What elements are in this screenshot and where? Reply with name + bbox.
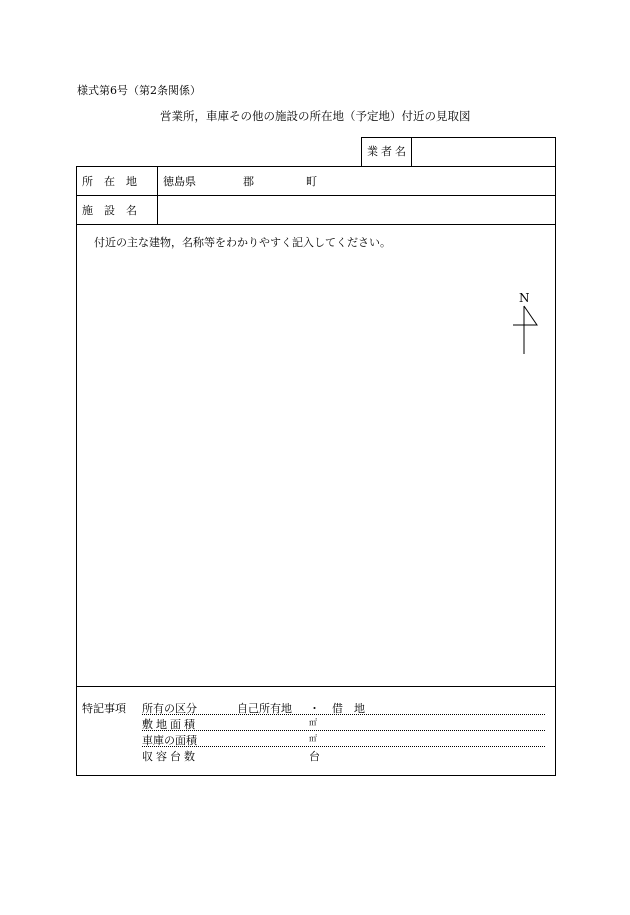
ownership-label: 所有の区分 bbox=[142, 702, 197, 715]
ownership-dotted-line bbox=[142, 714, 545, 715]
operator-label: 業者名 bbox=[367, 145, 409, 158]
ownership-separator: ・ bbox=[309, 702, 320, 715]
facility-name-label: 施 設 名 bbox=[82, 204, 137, 217]
north-arrow-icon bbox=[512, 292, 542, 358]
location-label: 所 在 地 bbox=[82, 175, 137, 188]
remarks-heading: 特記事項 bbox=[82, 702, 126, 715]
location-cho: 町 bbox=[306, 175, 317, 188]
site-area-field[interactable] bbox=[215, 717, 305, 729]
facility-name-field[interactable] bbox=[163, 204, 548, 218]
operator-field[interactable] bbox=[418, 145, 548, 159]
garage-area-dotted-line bbox=[142, 746, 545, 747]
ownership-leased-option[interactable]: 借 地 bbox=[332, 702, 365, 715]
north-label: N bbox=[519, 291, 530, 305]
location-gun: 郡 bbox=[243, 175, 254, 188]
form-number: 様式第6号（第2条関係） bbox=[77, 84, 201, 97]
capacity-unit: 台 bbox=[309, 750, 320, 763]
capacity-field[interactable] bbox=[215, 749, 305, 761]
site-area-label: 敷地面積 bbox=[142, 718, 198, 731]
ownership-own-option[interactable]: 自己所有地 bbox=[237, 702, 292, 715]
site-area-unit: ㎡ bbox=[309, 718, 317, 727]
location-prefecture: 徳島県 bbox=[163, 175, 196, 188]
capacity-label: 収容台数 bbox=[142, 750, 198, 763]
garage-area-field[interactable] bbox=[215, 733, 305, 745]
map-drawing-area[interactable] bbox=[150, 260, 550, 680]
site-area-dotted-line bbox=[142, 730, 545, 731]
page-title: 営業所，車庫その他の施設の所在地（予定地）付近の見取図 bbox=[160, 109, 471, 123]
map-instruction: 付近の主な建物，名称等をわかりやすく記入してください。 bbox=[94, 236, 391, 249]
garage-area-label: 車庫の面積 bbox=[142, 734, 197, 747]
garage-area-unit: ㎡ bbox=[309, 734, 317, 743]
